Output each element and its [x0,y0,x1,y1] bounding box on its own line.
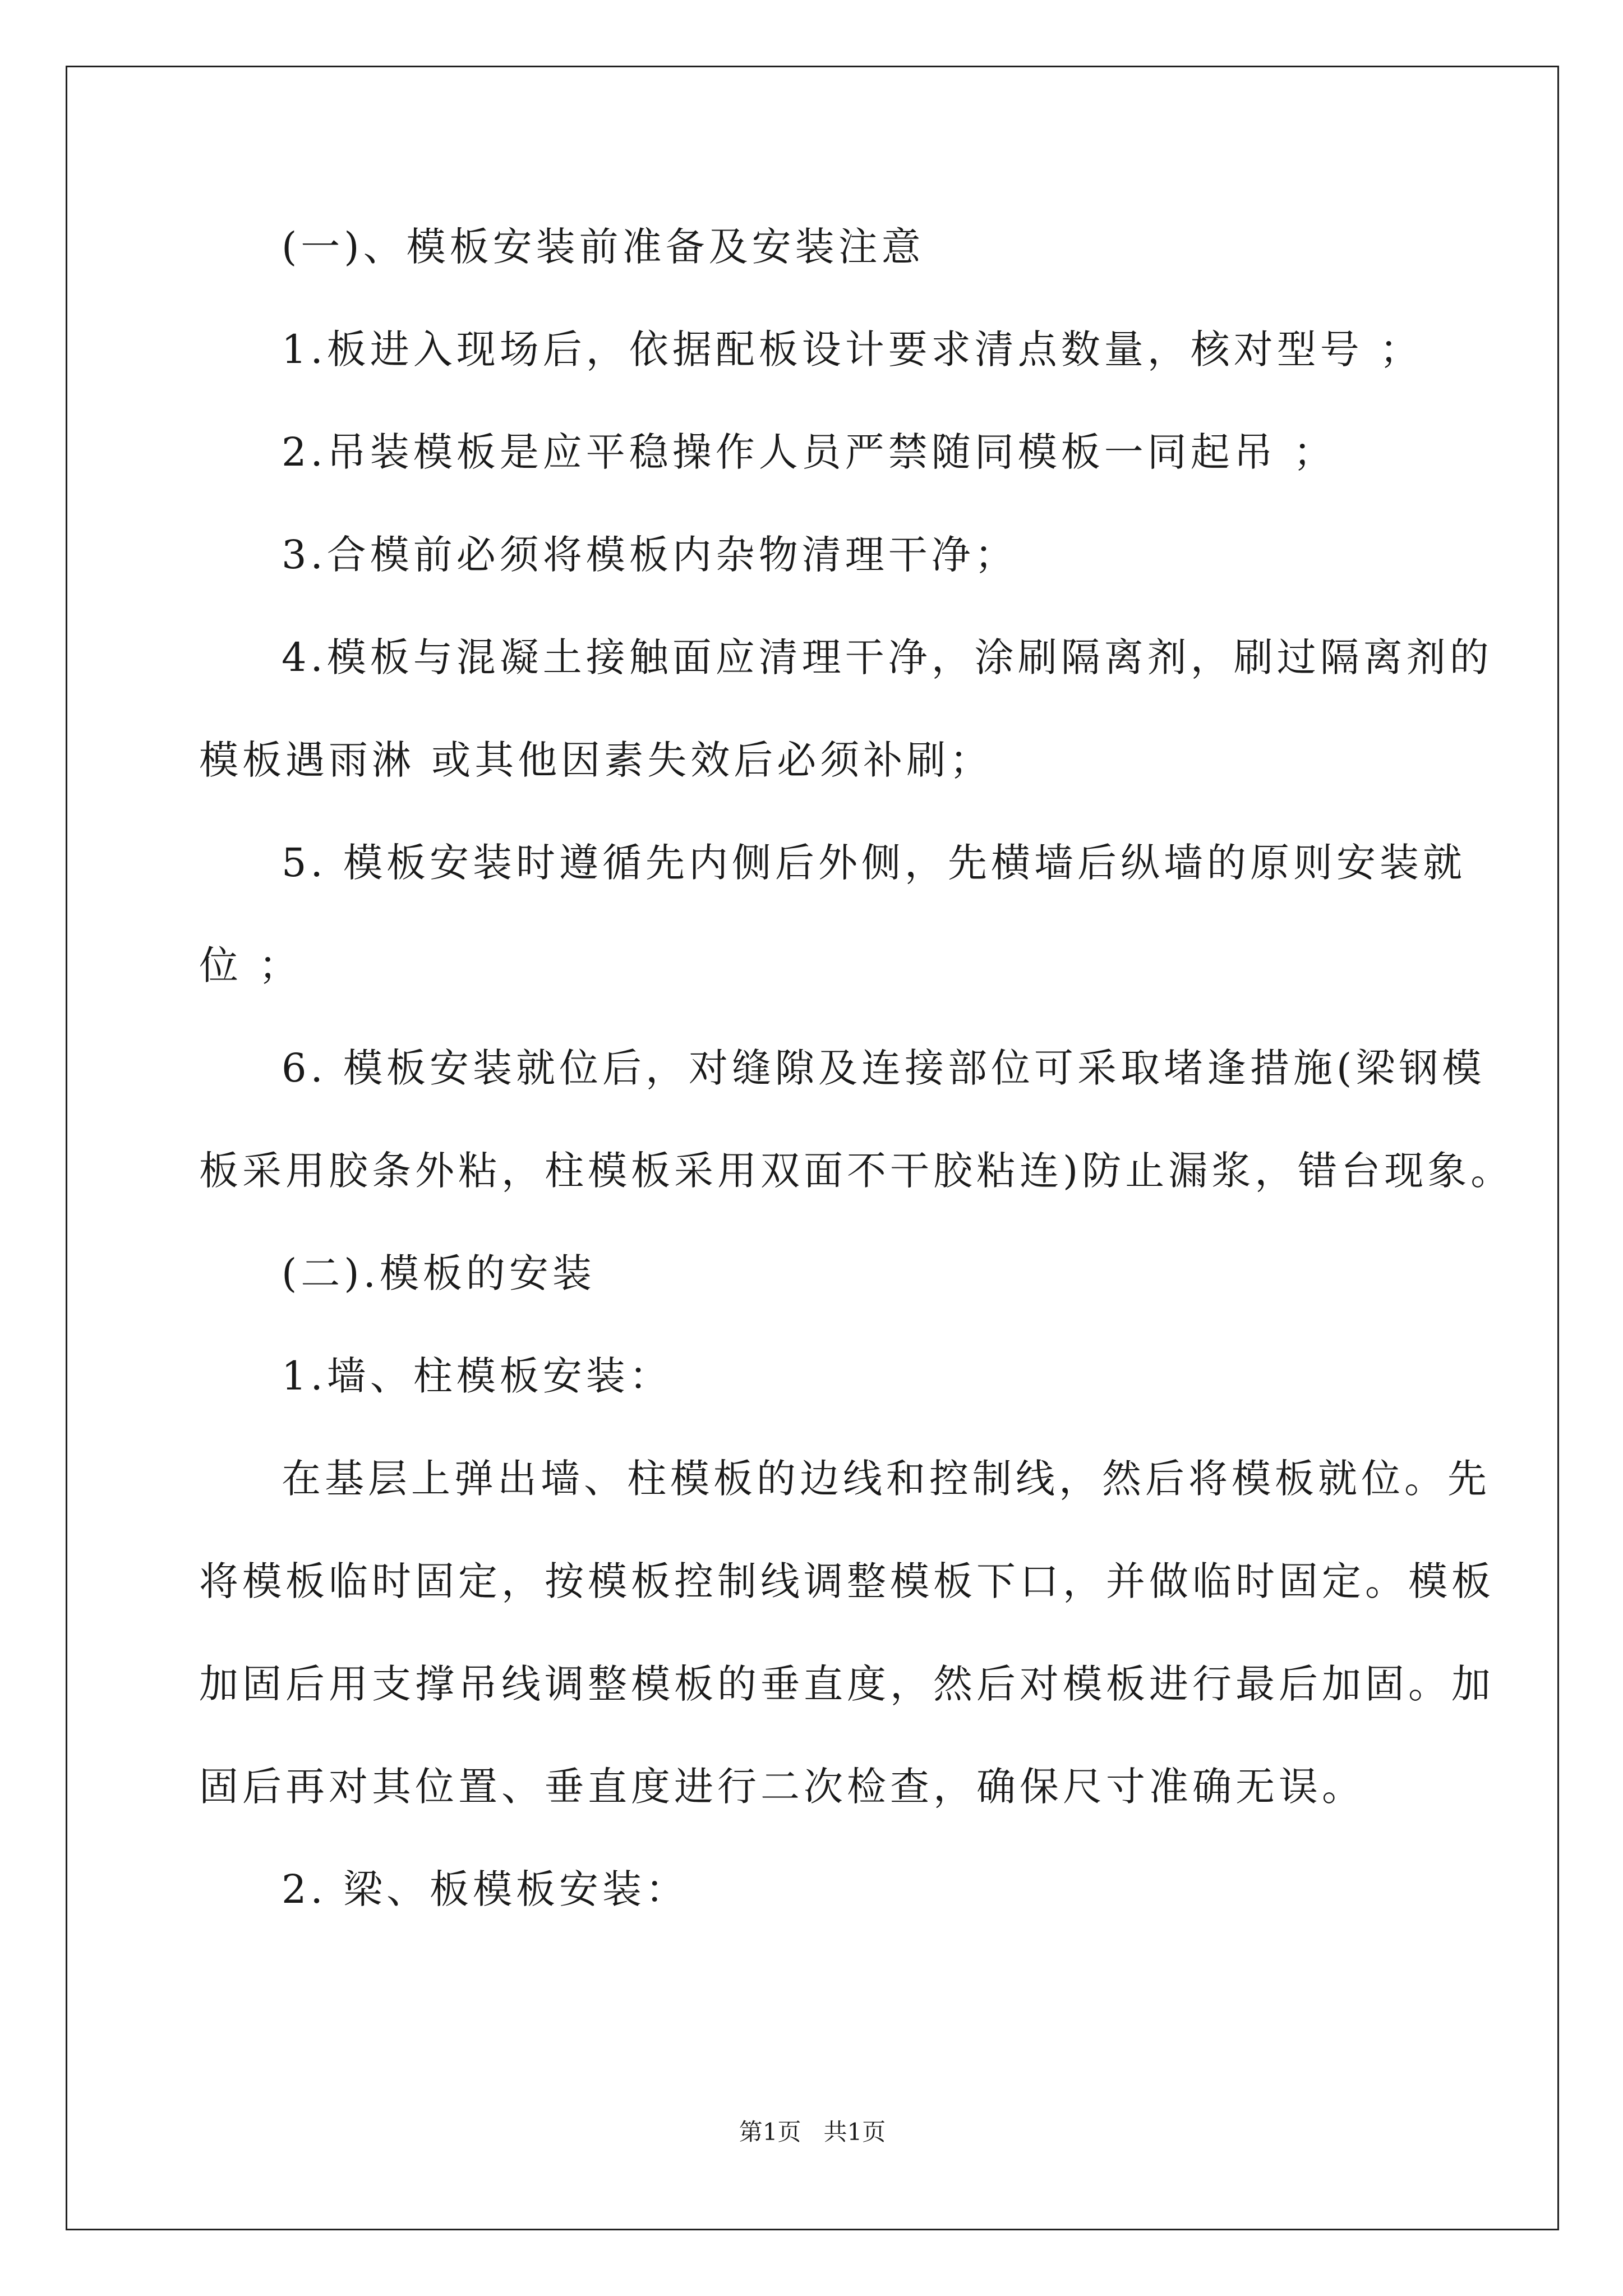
paragraph-line: 4.模板与混凝土接触面应清理干净，涂刷隔离剂，刷过隔离剂的 [282,634,1493,680]
paragraph-line: 在基层上弹出墙、柱模板的边线和控制线，然后将模板就位。先 [282,1456,1491,1502]
subheading: 2. 梁、板模板安装： [282,1866,689,1912]
paragraph-line: 1.板进入现场后，依据配板设计要求清点数量，核对型号 ； [282,326,1423,372]
paragraph-line: 板采用胶条外粘，柱模板采用双面不干胶粘连)防止漏浆，错台现象。 [199,1148,1514,1194]
paragraph-line: 6. 模板安装就位后，对缝隙及连接部位可采取堵逢措施(梁钢模 [282,1045,1486,1091]
paragraph-line: 3.合模前必须将模板内杂物清理干净； [282,532,1018,578]
page-footer: 第1页 共1页 [739,2118,886,2146]
paragraph-line: 将模板临时固定，按模板控制线调整模板下口，并做临时固定。模板 [199,1558,1495,1604]
section-heading-2: (二).模板的安装 [282,1250,596,1296]
paragraph-line: 固后再对其位置、垂直度进行二次检查，确保尺寸准确无误。 [199,1764,1365,1810]
paragraph-line: 模板遇雨淋 或其他因素失效后必须补刷； [199,737,993,783]
subheading: 1.墙、柱模板安装： [282,1353,672,1399]
paragraph-line: 加固后用支撑吊线调整模板的垂直度，然后对模板进行最后加固。加 [199,1661,1495,1707]
paragraph-line: 位 ； [199,942,302,988]
page-frame [66,66,1559,2230]
document-body [67,67,1557,2229]
section-heading-1: (一)、模板安装前准备及安装注意 [282,224,925,270]
paragraph-line: 2.吊装模板是应平稳操作人员严禁随同模板一同起吊 ； [282,429,1337,475]
paragraph-line: 5. 模板安装时遵循先内侧后外侧，先横墙后纵墙的原则安装就 [282,840,1467,886]
